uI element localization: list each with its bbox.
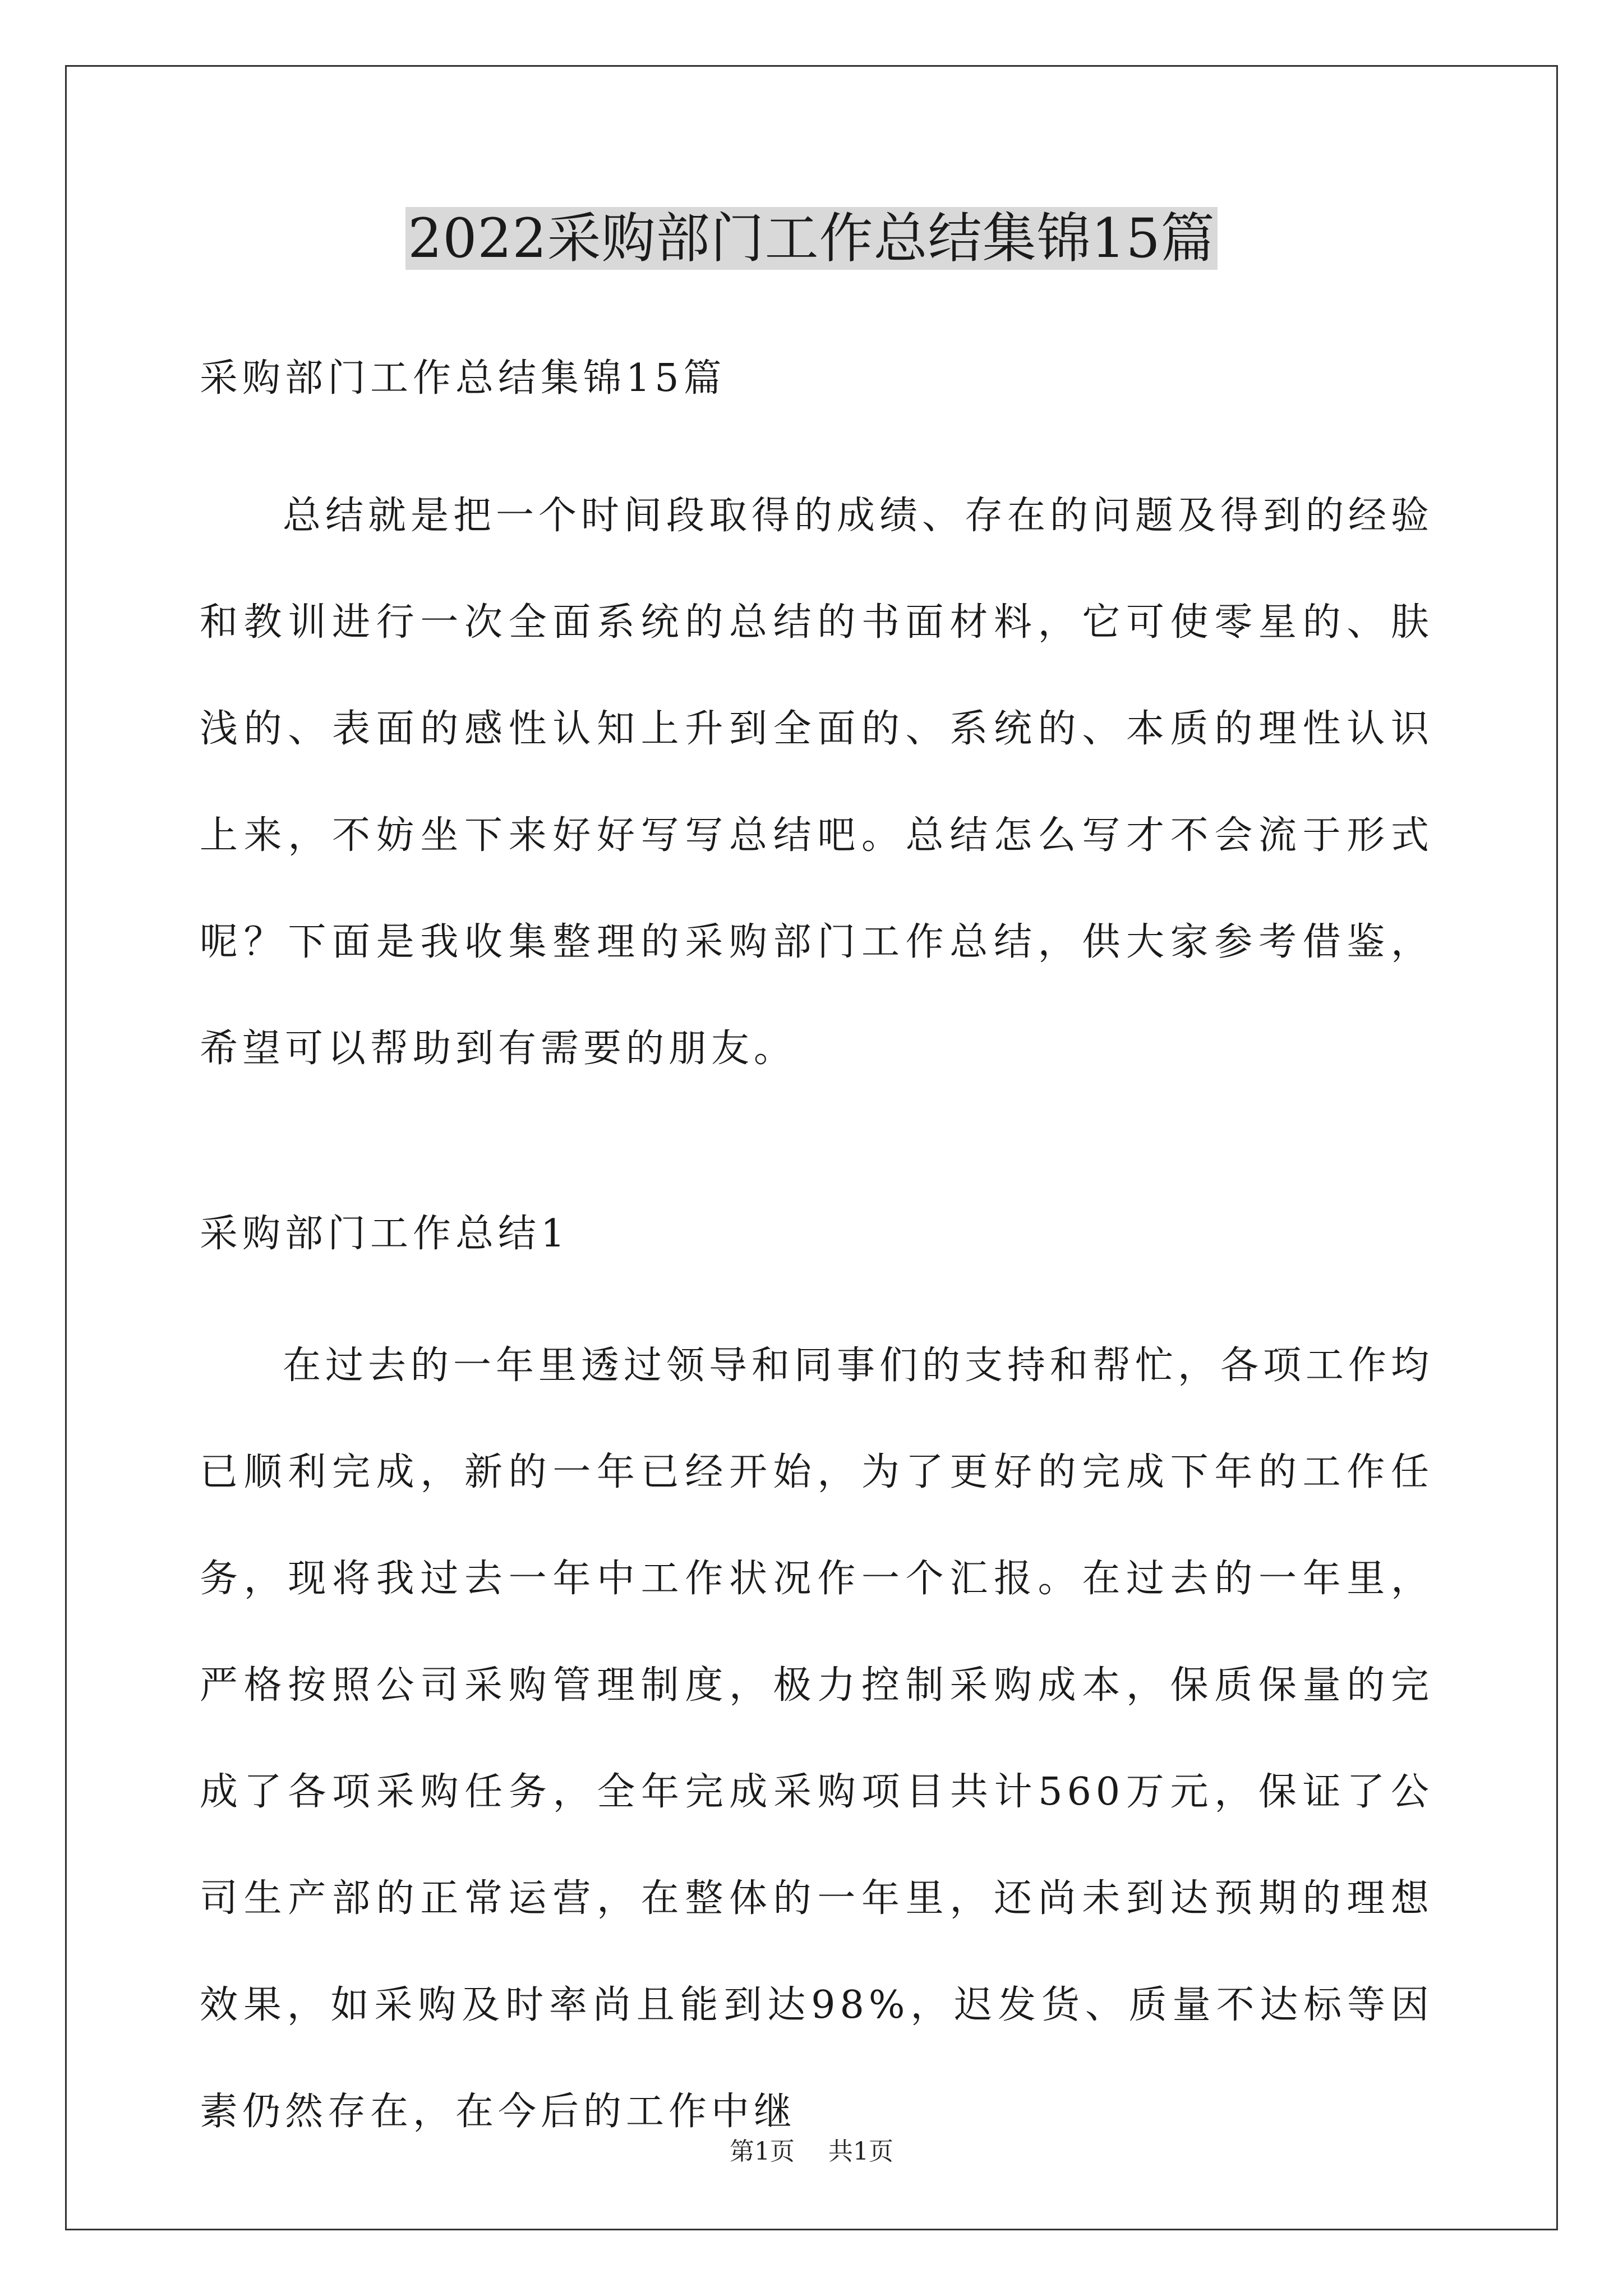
document-title xyxy=(0,199,1623,278)
document-subtitle: 采购部门工作总结集锦15篇 xyxy=(200,356,726,401)
section-heading: 采购部门工作总结1 xyxy=(200,1212,570,1256)
page-number-total: 共1页 xyxy=(828,2137,893,2166)
section-paragraph: 在过去的一年里透过领导和同事们的支持和帮忙，各项工作均已顺利完成，新的一年已经开始，为了更好的完成下年的工作任务，现将我过去一年中工作状况作一个汇报。在过去的一年里，严格按照公司采购管理制度，极力控制采购成本，保质保量的完成了各项采购任务，全年完成采购项目共计560万元，保证了公司生产部的正常运营，在整体的一年里，还尚未到达预期的理想效果，如采购及时率尚且能到达98%，迟发货、质量不达标等因素仍然存在，在今后的工作中继 xyxy=(200,1343,1434,2134)
page-footer xyxy=(0,2135,1623,2169)
page-number-current: 第1页 xyxy=(730,2137,795,2166)
document-title-text: 2022采购部门工作总结集锦15篇 xyxy=(405,207,1217,270)
intro-paragraph: 总结就是把一个时间段取得的成绩、存在的问题及得到的经验和教训进行一次全面系统的总结的书面材料，它可使零星的、肤浅的、表面的感性认知上升到全面的、系统的、本质的理性认识上来，不妨坐下来好好写写总结吧。总结怎么写才不会流于形式呢？下面是我收集整理的采购部门工作总结，供大家参考借鉴，希望可以帮助到有需要的朋友。 xyxy=(200,494,1434,1071)
